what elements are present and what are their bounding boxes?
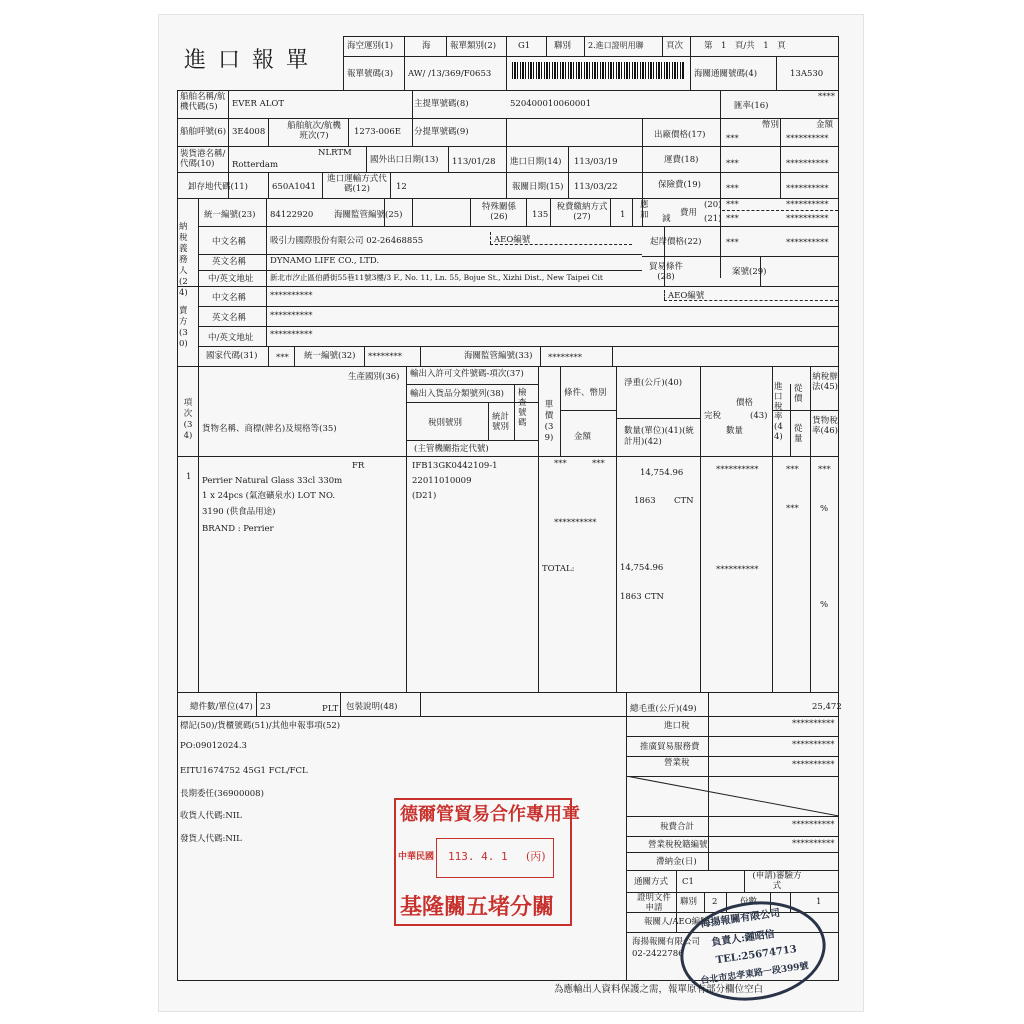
clearance-no-label: 海關通關號碼(4): [694, 69, 758, 79]
copy-label: 聯別: [554, 41, 572, 51]
fob-amount: **********: [786, 134, 829, 144]
col-permit: 輸出入許可文件號碼-項次(37): [410, 369, 524, 379]
red-stamp-prefix: 中華民國: [398, 852, 435, 862]
item-net-weight: 14,754.96: [640, 468, 684, 478]
col-import-duty-rate: 進口稅率(44): [774, 382, 783, 442]
case-label: 案號(29): [732, 267, 767, 277]
tax-total-value: **********: [792, 820, 835, 830]
packing-label: 包裝說明(48): [346, 702, 398, 712]
item-desc-line2: 1 x 24pcs (氣泡礦泉水) LOT NO.: [202, 491, 336, 501]
storage-label: 卸存地代碼(11): [188, 182, 248, 192]
declare-date-value: 113/03/22: [574, 182, 618, 192]
port-label: 裝貨港名稱/代碼(10): [180, 149, 226, 169]
customs-red-stamp: [394, 798, 580, 926]
packages-value: 23: [260, 702, 271, 712]
add-amount: **********: [786, 200, 829, 210]
apply-label: (申請)審驗方式: [752, 871, 802, 891]
item-currency: ***: [592, 459, 605, 469]
blue-stamp-address: 台北市忠孝東路一段399號: [700, 961, 810, 987]
cert-count-value: 1: [816, 897, 822, 907]
col-classification: 輸出入貨品分類號列(38): [410, 389, 504, 399]
marks-delegation: 長期委任(36900008): [180, 789, 264, 799]
business-tax-value: **********: [792, 760, 835, 770]
transport-mode-label: 進口運輸方式代碼(12): [327, 174, 387, 194]
col-dutiable-no: (43): [750, 411, 768, 421]
item-origin: FR: [352, 461, 365, 471]
col-tariff: 稅則號別: [428, 418, 463, 428]
seller-uid-label: 統一編號(32): [304, 351, 356, 361]
house-bl-label: 分提單號碼(9): [414, 127, 469, 137]
cert-copy-label: 聯別: [680, 897, 698, 907]
late-fee-label: 滯納金(日): [656, 857, 697, 867]
fob-currency: ***: [726, 134, 739, 144]
insurance-amount: **********: [786, 184, 829, 194]
col-qty-short: 數量: [726, 426, 744, 436]
col-check-code: 檢查號碼: [518, 388, 527, 428]
call-sign-value: 3E4008: [232, 127, 266, 137]
col-quantity: 數量(單位)(41)(統計用)(42): [624, 426, 694, 447]
seller-address-label: 中/英文地址: [208, 333, 254, 343]
col-designated: (主管機關指定代號): [414, 444, 489, 454]
import-date-value: 113/03/19: [574, 157, 618, 167]
add-currency: ***: [726, 200, 739, 210]
broker-code-label: 海揚報關有限公司: [632, 937, 701, 947]
taxpayer-cn-name-label: 中文名稱: [212, 237, 247, 247]
port-code: NLRTM: [318, 148, 352, 158]
col-value: 價格: [736, 398, 754, 408]
col-amount: 金額: [574, 432, 592, 442]
deduct-currency: ***: [726, 214, 739, 224]
special-label: 特殊關係(26): [481, 202, 516, 222]
taxpayer-aeo-label: AEO編號: [494, 235, 531, 245]
trade-fee-value: **********: [792, 740, 835, 750]
master-bl-label: 主提單號碼(8): [414, 99, 469, 109]
col-item-no: 項次(34): [183, 398, 193, 441]
marks-shipper: 發貨人代碼:NIL: [180, 834, 242, 844]
declaration-no-value: AW/ /13/369/F0653: [408, 69, 492, 79]
gross-label: 總毛重(公斤)(49): [630, 704, 697, 714]
marks-po: PO:09012024.3: [180, 741, 247, 751]
transport-label: 海空運別(1): [347, 41, 394, 51]
broker-phone: 02-2422786: [632, 949, 684, 959]
seller-country-label: 國家代碼(31): [206, 351, 258, 361]
import-duty-value: **********: [792, 719, 835, 729]
seller-address-value: **********: [270, 330, 313, 340]
cert-copy-value: 2: [712, 897, 718, 907]
item-rate4: %: [820, 504, 829, 514]
fob-label: 出廠價格(17): [654, 130, 706, 140]
item-desc-line4: BRAND : Perrier: [202, 524, 274, 534]
fee-label: 費用: [680, 208, 698, 218]
copy-value: 2.進口證明用聯: [588, 41, 644, 50]
taxpayer-en-name-label: 英文名稱: [212, 257, 247, 267]
packages-unit: PLT: [322, 704, 339, 714]
blue-stamp-company: 海揚報關有限公司: [700, 907, 781, 930]
clearance-method-value: C1: [682, 877, 694, 887]
cif-currency: ***: [726, 238, 739, 248]
marks-label: 標記(50)/貨櫃號碼(51)/其他申報事項(52): [180, 721, 341, 731]
seller-uid-value: ********: [368, 352, 402, 362]
tax-method-value: 1: [620, 210, 626, 220]
clearance-method-label: 通關方式: [634, 877, 669, 887]
freight-label: 運費(18): [664, 155, 699, 165]
red-stamp-date: 113. 4. 1: [448, 850, 508, 863]
col-description: 貨物名稱、商標(牌名)及規格等(35): [202, 424, 337, 434]
gross-value: 25,472: [812, 702, 842, 712]
item-unit: CTN: [674, 496, 694, 506]
item-terms: ***: [554, 459, 567, 469]
col-tax-method: 納稅辦法(45): [812, 372, 838, 392]
taxpayer-address-label: 中/英文地址: [208, 274, 254, 284]
red-stamp-top: 德爾管貿易合作專用章: [400, 804, 580, 825]
item-quantity: 1863: [634, 496, 656, 506]
seller-cn-name-value: **********: [270, 291, 313, 301]
add-code: (20): [704, 200, 722, 210]
taxpayer-cn-name-value: 吸引力國際股份有限公司 02-26468855: [270, 236, 424, 246]
item-rate3: ***: [786, 504, 799, 514]
taxpayer-en-name-value: DYNAMO LIFE CO., LTD.: [270, 256, 380, 266]
business-tax-no-value: **********: [792, 839, 835, 849]
import-duty-label: 進口稅: [664, 721, 690, 731]
transport-mode-value: 12: [396, 182, 407, 192]
col-stat-code: 統計號別: [492, 412, 510, 432]
declare-date-label: 報關日期(15): [512, 182, 564, 192]
seller-aeo-label: AEO編號: [668, 291, 705, 301]
call-sign-label: 船舶呼號(6): [180, 127, 227, 137]
col-unit-price: 單價(39): [544, 400, 554, 443]
deduct-label: 減: [662, 214, 671, 224]
taxpayer-section-label: 納稅義務人(24): [179, 222, 188, 298]
seller-customs-no-value: ********: [548, 353, 582, 363]
storage-value: 650A1041: [272, 182, 316, 192]
declaration-type-value: G1: [518, 41, 531, 51]
seller-country-value: ***: [276, 353, 289, 363]
cert-count-label: 份數: [740, 897, 758, 907]
seller-cn-name-label: 中文名稱: [212, 293, 247, 303]
declaration-type-label: 報單類別(2): [450, 41, 497, 51]
barcode: [512, 62, 684, 79]
clearance-no-value: 13A530: [790, 69, 824, 79]
exchange-rate-label: 匯率(16): [734, 101, 769, 111]
taxpayer-customs-no-label: 海關監管編號(25): [334, 210, 403, 220]
vessel-name-value: EVER ALOT: [232, 99, 285, 109]
tax-method-label: 稅費繳納方式(27): [556, 202, 608, 222]
export-date-label: 國外出口日期(13): [370, 155, 439, 165]
blue-stamp-person: 負責人:鍾昭信: [710, 928, 776, 949]
item-dutiable: **********: [716, 465, 759, 475]
item-desc-line1: Perrier Natural Glass 33cl 330m: [202, 476, 343, 486]
item-amount: **********: [554, 518, 597, 528]
broker-label: 報關人/AEO編號: [644, 917, 709, 927]
total-label: TOTAL:: [542, 564, 575, 574]
export-date-value: 113/01/28: [452, 157, 496, 167]
total-quantity: 1863 CTN: [620, 592, 664, 602]
col-net-weight: 淨重(公斤)(40): [624, 378, 683, 388]
declaration-no-label: 報單號碼(3): [347, 69, 394, 79]
page-label: 頁次: [666, 41, 684, 51]
seller-en-name-label: 英文名稱: [212, 313, 247, 323]
import-date-label: 進口日期(14): [510, 157, 562, 167]
special-value: 135: [532, 210, 549, 220]
exchange-rate-value: ****: [818, 92, 835, 102]
taxpayer-uid-value: 84122920: [270, 210, 314, 220]
seller-customs-no-label: 海關監管編號(33): [464, 351, 533, 361]
port-value: Rotterdam: [232, 160, 279, 170]
tax-total-label: 稅費合計: [660, 822, 695, 832]
blue-stamp-phone: TEL:25674713: [715, 943, 798, 967]
trade-fee-label: 推廣貿易服務費: [640, 742, 700, 752]
item-rate1: ***: [786, 465, 799, 475]
tax-block-strike: [626, 776, 839, 816]
business-tax-no-label: 營業稅稅籍編號: [648, 840, 708, 850]
col-goods-tax-rate: 貨物稅率(46): [812, 416, 838, 436]
item-tariff: 22011010009: [412, 476, 472, 486]
total-net-weight: 14,754.96: [620, 563, 664, 573]
freight-currency: ***: [726, 159, 739, 169]
freight-amount: **********: [786, 159, 829, 169]
marks-consignee: 收貨人代碼:NIL: [180, 811, 242, 821]
cert-label: 證明文件申請: [636, 893, 671, 913]
insurance-label: 保險費(19): [658, 180, 701, 190]
item-permit: IFB13GK0442109-1: [412, 461, 498, 471]
cif-label: 起岸價格(22): [650, 237, 702, 247]
master-bl-value: 520400010060001: [510, 99, 592, 109]
marks-container: EITU1674752 45G1 FCL/FCL: [180, 766, 308, 776]
deduct-amount: **********: [786, 214, 829, 224]
col-origin: 生產國別(36): [348, 372, 400, 382]
amount-label: 金額: [816, 120, 834, 130]
col-ad-valorem: 從價: [794, 384, 803, 404]
item-no: 1: [186, 472, 192, 482]
total-percent: %: [820, 600, 829, 610]
taxpayer-address-value: 新北市汐止區伯爵街55巷11號3樓/3 F., No. 11, Ln. 55, Bojue St., Xizhi Dist., New Taipei Cit: [270, 273, 603, 282]
transport-value: 海: [422, 41, 431, 51]
add-label: 應加: [640, 200, 649, 220]
item-desc-line3: 3190 (供食品用途): [202, 507, 276, 517]
total-dutiable: **********: [716, 565, 759, 575]
form-title: 進口報單: [184, 48, 321, 73]
footer-note: 為應輸出人資料保護之需，報單原有部分欄位空白: [554, 984, 764, 995]
col-terms-currency: 條件、幣別: [564, 388, 607, 398]
packages-label: 總件數/單位(47): [190, 702, 253, 712]
taxpayer-uid-label: 統一編號(23): [204, 210, 256, 220]
item-designated: (D21): [412, 491, 437, 501]
item-rate2: ***: [818, 465, 831, 475]
seller-en-name-value: **********: [270, 311, 313, 321]
voyage-value: 1273-006E: [354, 127, 401, 137]
red-stamp-suffix: (丙): [526, 850, 546, 863]
col-specific: 從量: [794, 424, 803, 444]
red-stamp-bottom: 基隆關五堵分關: [400, 894, 555, 920]
page-value: 第 1 頁/共 1 頁: [704, 41, 786, 51]
trade-label: 貿易條件(28): [648, 262, 683, 282]
business-tax-label: 營業稅: [664, 758, 690, 768]
currency-label: 幣別: [762, 120, 780, 130]
col-dutiable: 完稅: [704, 411, 722, 421]
seller-section-label: 賣方(30): [179, 306, 188, 349]
voyage-label: 船舶航次/航機班次(7): [287, 121, 341, 141]
vessel-name-label: 船舶名稱/航機代碼(5): [180, 92, 226, 112]
cif-amount: **********: [786, 238, 829, 248]
insurance-currency: ***: [726, 184, 739, 194]
deduct-code: (21): [704, 214, 722, 224]
